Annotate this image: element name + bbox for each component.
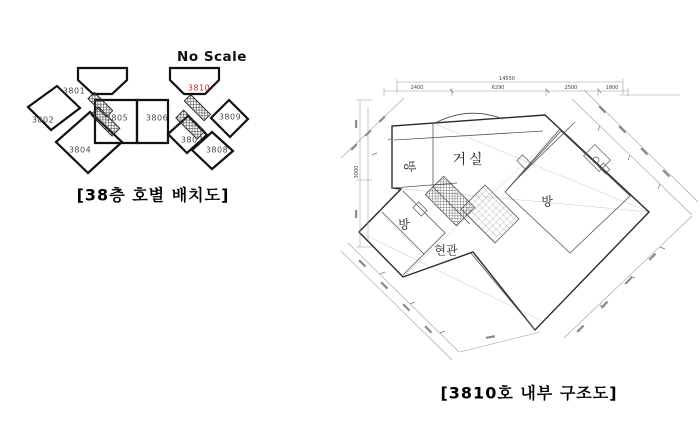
- building-outline: [28, 68, 248, 173]
- unit-3801-shape: [78, 68, 127, 94]
- unit-label-3808: 3808: [205, 145, 229, 155]
- small-annotation-marks: [330, 105, 670, 375]
- right-plan-caption: [3810호 내부 구조도]: [440, 383, 618, 403]
- dim-seg1: 2400: [410, 85, 424, 91]
- dim-seg4: 1800: [605, 85, 619, 91]
- living-room-label: 거실: [452, 152, 486, 168]
- dim-seg2: 6290: [491, 85, 505, 91]
- dimension-lines: [341, 79, 698, 360]
- building-layout-drawing: [0, 0, 280, 200]
- room-label-right: 방: [541, 194, 553, 209]
- dim-seg3: 2500: [564, 85, 578, 91]
- entrance-label: 현관: [434, 243, 458, 258]
- dim-left-height: 3000: [354, 165, 360, 179]
- unit-3810-floor-plan-drawing: [330, 60, 700, 375]
- unit-label-3801: 3801: [62, 86, 86, 96]
- unit-label-3810-highlighted: 3810: [187, 83, 211, 93]
- no-scale-label: No Scale: [177, 49, 247, 65]
- entrance-tile-grid: [461, 185, 519, 243]
- unit-label-3804: 3804: [68, 145, 92, 155]
- unit-label-3805: 3805: [105, 113, 129, 123]
- left-diagram-caption: [38층 호별 배치도]: [76, 185, 230, 205]
- unit-label-3807: 3807: [180, 135, 204, 145]
- room-label-upper-left: 방: [402, 160, 417, 172]
- unit-label-3809: 3809: [218, 112, 242, 122]
- dim-overall-width: 14550: [499, 76, 515, 82]
- unit-label-3802: 3802: [31, 115, 55, 125]
- room-label-lower-left: 방: [398, 217, 410, 232]
- unit-label-3806: 3806: [145, 113, 169, 123]
